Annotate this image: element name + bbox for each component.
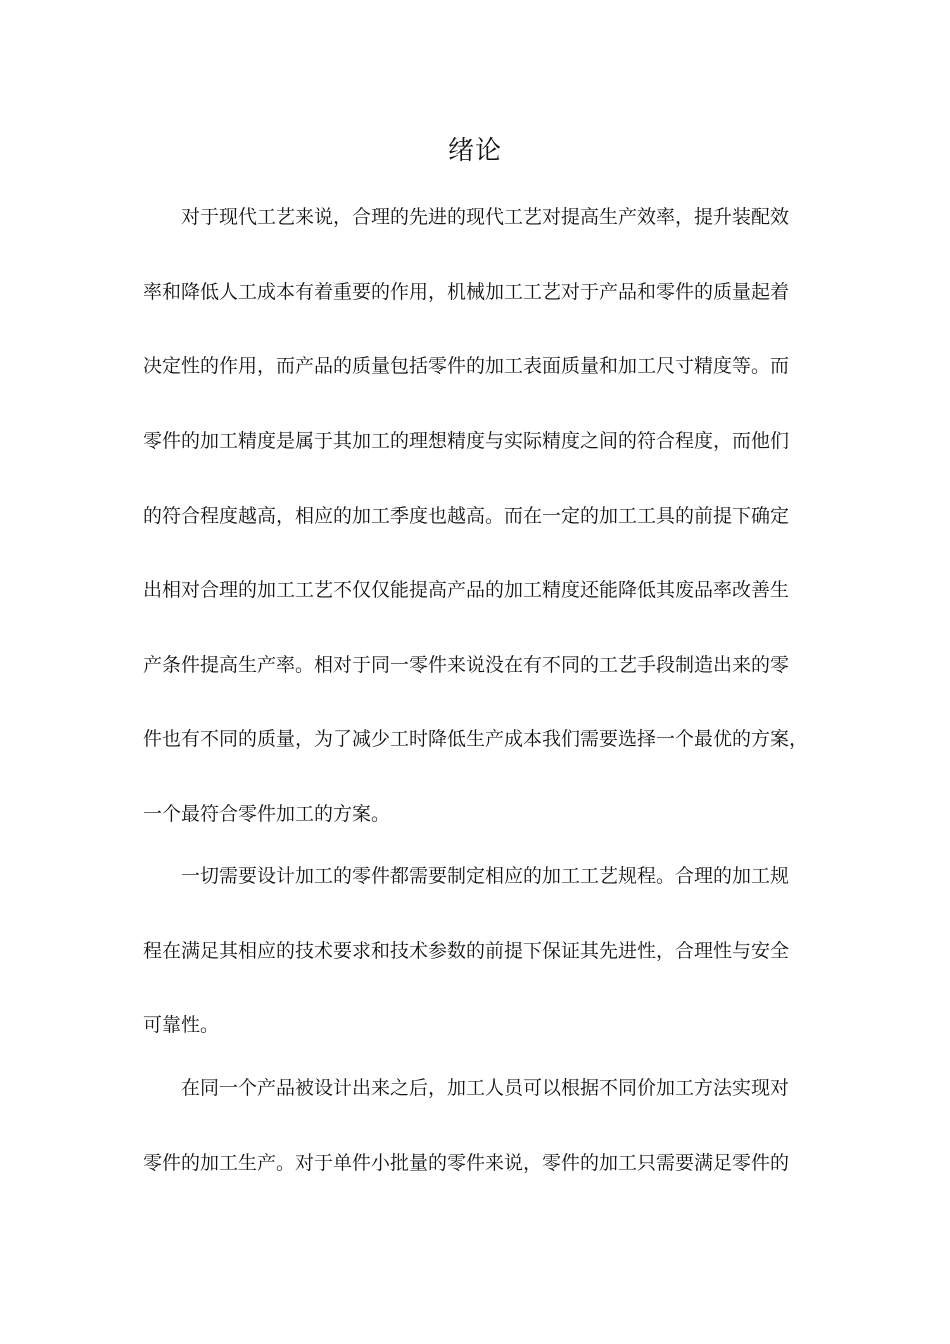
paragraph-1-line-4: 零件的加工精度是属于其加工的理想精度与实际精度之间的符合程度，而他们: [143, 430, 790, 452]
paragraph-1-line-5: 的符合程度越高，相应的加工季度也越高。而在一定的加工工具的前提下确定: [143, 505, 790, 527]
paragraph-1-line-1: 对于现代工艺来说，合理的先进的现代工艺对提高生产效率，提升装配效: [181, 206, 790, 228]
paragraph-1-line-6: 出相对合理的加工工艺不仅仅能提高产品的加工精度还能降低其废品率改善生: [143, 579, 790, 601]
paragraph-2-line-3: 可靠性。: [143, 1014, 220, 1036]
paragraph-1-line-7: 产条件提高生产率。相对于同一零件来说没在有不同的工艺手段制造出来的零: [143, 654, 790, 676]
paragraph-1-line-3: 决定性的作用，而产品的质量包括零件的加工表面质量和加工尺寸精度等。而: [143, 355, 790, 377]
paragraph-3-line-1: 在同一个产品被设计出来之后，加工人员可以根据不同价加工方法实现对: [181, 1077, 790, 1099]
paragraph-1-line-2: 率和降低人工成本有着重要的作用，机械加工工艺对于产品和零件的质量起着: [143, 281, 790, 303]
paragraph-1-line-8: 件也有不同的质量，为了减少工时降低生产成本我们需要选择一个最优的方案，: [143, 728, 809, 750]
paragraph-3-line-2: 零件的加工生产。对于单件小批量的零件来说，零件的加工只需要满足零件的: [143, 1152, 790, 1174]
paragraph-1-line-9: 一个最符合零件加工的方案。: [143, 803, 391, 825]
page-title: 绪论: [447, 136, 502, 166]
paragraph-2-line-2: 程在满足其相应的技术要求和技术参数的前提下保证其先进性，合理性与安全: [143, 940, 790, 962]
paragraph-2-line-1: 一切需要设计加工的零件都需要制定相应的加工工艺规程。合理的加工规: [181, 865, 790, 887]
